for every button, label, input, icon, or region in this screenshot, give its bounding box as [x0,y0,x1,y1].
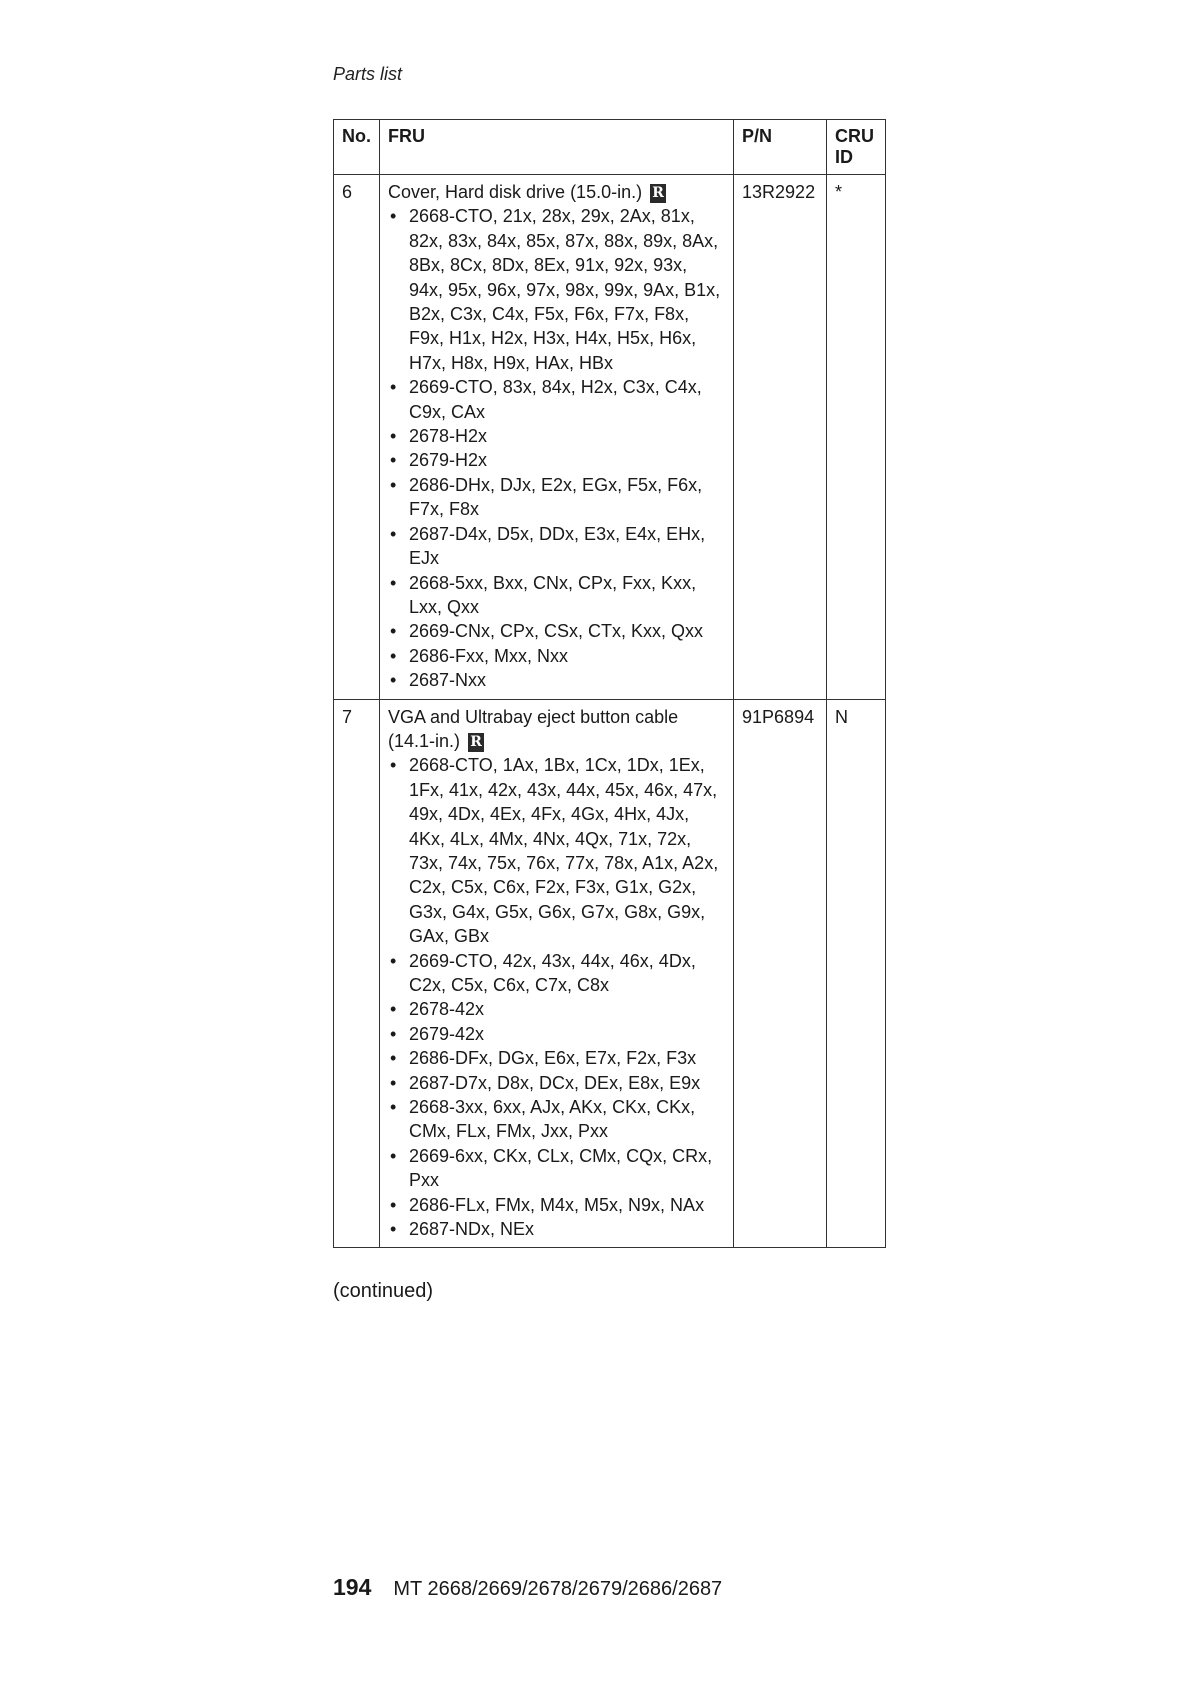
cru-id: * [827,175,886,700]
column-header-cru-id: CRU ID [827,120,886,175]
fru-title: Cover, Hard disk drive (15.0-in.) [388,182,643,202]
model-item: • 2668-CTO, 21x, 28x, 29x, 2Ax, 81x, 82x, 83x, 84x, 85x, 87x, 88x, 89x, 8Ax, 8Bx, 8Cx, 8Dx, 8Ex, 91x, 92x, 93x, 94x, 95x, 96x, 97x, 98x, 99x, 9Ax, B1x, B2x, C3x, C4x, F5x, F6x, F7x, F8x, F9x, H1x, H2x, H3x, H4x, H5x, H6x, H7x, H8x, H9x, HAx, HBx [388,204,725,375]
model-item: • 2668-CTO, 1Ax, 1Bx, 1Cx, 1Dx, 1Ex, 1Fx, 41x, 42x, 43x, 44x, 45x, 46x, 47x, 49x, 4Dx, 4Ex, 4Fx, 4Gx, 4Hx, 4Jx, 4Kx, 4Lx, 4Mx, 4Nx, 4Qx, 71x, 72x, 73x, 74x, 75x, 76x, 77x, 78x, A1x, A2x, C2x, C5x, C6x, F2x, F3x, G1x, G2x, G3x, G4x, G5x, G6x, G7x, G8x, G9x, GAx, GBx [388,753,725,948]
fru-cell [380,699,734,1248]
continued-note: (continued) [333,1280,434,1302]
fru-title: VGA and Ultrabay eject button cable (14.1-in.) [388,706,679,751]
model-item: • 2687-D4x, D5x, DDx, E3x, E4x, EHx, EJx [388,522,725,571]
machine-types: MT 2668/2669/2678/2679/2686/2687 [393,1578,723,1600]
column-header-pn: P/N [734,120,827,175]
r-badge-icon: R [468,733,484,752]
model-item: • 2678-42x [388,997,725,1021]
model-item: • 2669-CNx, CPx, CSx, CTx, Kxx, Qxx [388,619,725,643]
model-item: • 2686-DHx, DJx, E2x, EGx, F5x, F6x, F7x, F8x [388,473,725,522]
item-number: 7 [334,699,380,1248]
item-number: 6 [334,175,380,700]
part-number: 91P6894 [734,699,827,1248]
model-item: • 2686-Fxx, Mxx, Nxx [388,644,725,668]
fru-cell [380,175,734,700]
page-number: 194 [333,1574,372,1600]
model-item: • 2679-42x [388,1022,725,1046]
r-badge-icon: R [650,184,666,203]
model-item: • 2668-5xx, Bxx, CNx, CPx, Fxx, Kxx, Lxx, Qxx [388,571,725,620]
model-item: • 2669-CTO, 83x, 84x, H2x, C3x, C4x, C9x, CAx [388,375,725,424]
part-number: 13R2922 [734,175,827,700]
model-item: • 2669-CTO, 42x, 43x, 44x, 46x, 4Dx, C2x, C5x, C6x, C7x, C8x [388,949,725,998]
model-item: • 2669-6xx, CKx, CLx, CMx, CQx, CRx, Pxx [388,1144,725,1193]
column-header-no: No. [334,120,380,175]
model-item: • 2686-FLx, FMx, M4x, M5x, N9x, NAx [388,1193,725,1217]
fru-title-line [388,180,725,204]
model-list [388,204,725,692]
model-list [388,753,725,1241]
page-footer [333,1574,722,1601]
model-item: • 2687-Nxx [388,668,725,692]
model-item: • 2678-H2x [388,424,725,448]
model-item: • 2686-DFx, DGx, E6x, E7x, F2x, F3x [388,1046,725,1070]
parts-table [333,119,886,1248]
fru-title-line [388,705,725,754]
table-row [334,699,886,1248]
table-header-row [334,120,886,175]
column-header-fru: FRU [380,120,734,175]
table-row [334,175,886,700]
model-item: • 2687-NDx, NEx [388,1217,725,1241]
model-item: • 2687-D7x, D8x, DCx, DEx, E8x, E9x [388,1071,725,1095]
running-head-title: Parts list [333,64,403,84]
model-item: • 2679-H2x [388,448,725,472]
cru-id: N [827,699,886,1248]
model-item: • 2668-3xx, 6xx, AJx, AKx, CKx, CKx, CMx, FLx, FMx, Jxx, Pxx [388,1095,725,1144]
